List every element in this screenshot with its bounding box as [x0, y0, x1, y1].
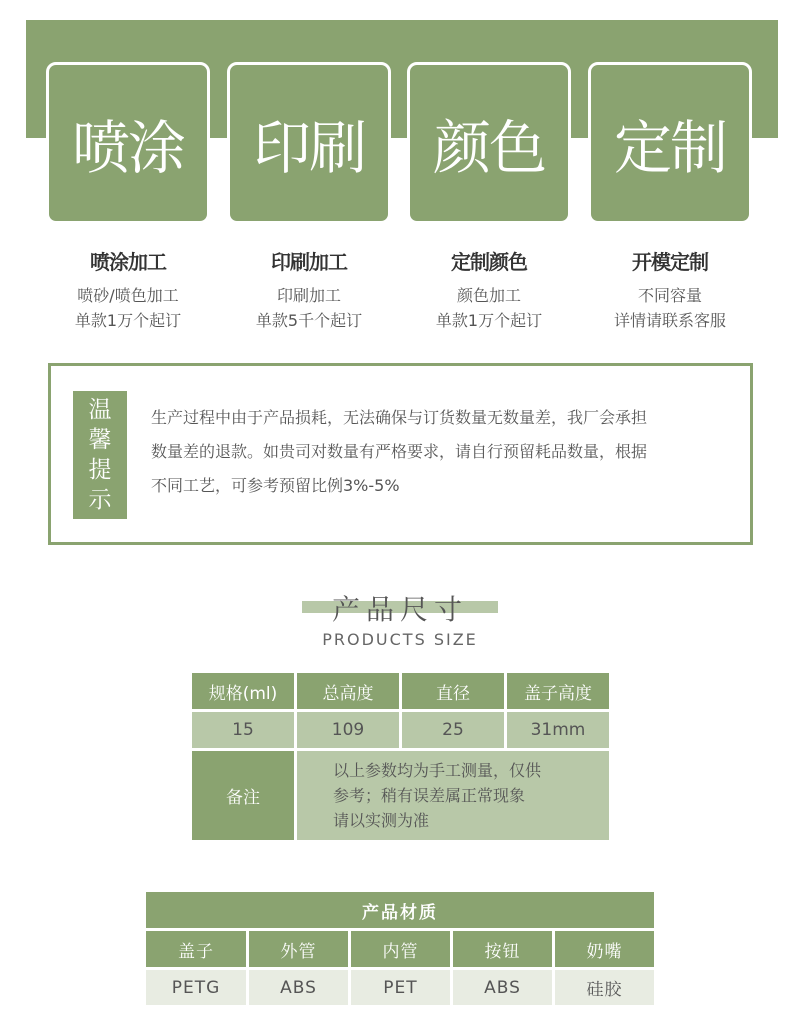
size-header-spec: 规格(ml): [192, 673, 294, 709]
notice-line: 生产过程中由于产品损耗，无法确保与订货数量无数量差，我厂会承担: [151, 408, 648, 427]
material-value-nipple: 硅胶: [555, 970, 654, 1005]
service-title: 喷涂加工: [90, 250, 166, 274]
service-print: [219, 246, 399, 333]
size-note-line: 请以实测为准: [333, 811, 430, 830]
size-value-height: 109: [297, 712, 399, 748]
service-line: 单款5千个起订: [255, 311, 363, 330]
material-header-nipple: 奶嘴: [555, 931, 654, 967]
notice-tag-char: 提: [88, 457, 112, 483]
tile-custom: 定制: [588, 62, 752, 224]
service-line: 颜色加工: [456, 286, 521, 305]
notice-box: [48, 363, 753, 545]
material-header-inner-tube: 内管: [351, 931, 450, 967]
service-line: 详情请联系客服: [613, 311, 726, 330]
service-title: 定制颜色: [451, 250, 527, 274]
size-header-diameter: 直径: [402, 673, 504, 709]
service-color: [399, 246, 579, 333]
tile-color: 颜色: [407, 62, 571, 224]
service-line: 喷砂/喷色加工: [77, 286, 179, 305]
size-note-line: 以上参数均为手工测量，仅供: [333, 761, 542, 780]
size-value-spec: 15: [192, 712, 294, 748]
notice-line: 数量差的退款。如贵司对数量有严格要求，请自行预留耗品数量，根据: [151, 442, 648, 461]
size-value-cap-height: 31mm: [507, 712, 609, 748]
material-value-inner-tube: PET: [351, 970, 450, 1005]
size-note-line: 参考；稍有误差属正常现象: [333, 786, 526, 805]
material-header-cap: 盖子: [146, 931, 246, 967]
size-header-cap-height: 盖子高度: [507, 673, 609, 709]
service-line: 印刷加工: [276, 286, 341, 305]
notice-text: [151, 401, 736, 503]
material-value-outer-tube: ABS: [249, 970, 348, 1005]
material-header-outer-tube: 外管: [249, 931, 348, 967]
service-line: 单款1万个起订: [435, 311, 543, 330]
service-line: 单款1万个起订: [74, 311, 182, 330]
service-spray: [38, 246, 218, 333]
material-value-cap: PETG: [146, 970, 246, 1005]
service-title: 开模定制: [632, 250, 708, 274]
service-custom: [580, 246, 760, 333]
material-header-button: 按钮: [453, 931, 552, 967]
service-line: 不同容量: [637, 286, 702, 305]
notice-line: 不同工艺，可参考预留比例3%-5%: [151, 476, 400, 495]
tile-spray: 喷涂: [46, 62, 210, 224]
notice-tag-char: 示: [88, 487, 112, 513]
section-subtitle: PRODUCTS SIZE: [322, 630, 478, 649]
material-value-button: ABS: [453, 970, 552, 1005]
material-table-title: 产品材质: [146, 892, 654, 928]
size-value-diameter: 25: [402, 712, 504, 748]
size-header-height: 总高度: [297, 673, 399, 709]
notice-tag-char: 温: [88, 397, 112, 423]
tile-print: 印刷: [227, 62, 391, 224]
size-note-label: 备注: [192, 751, 294, 840]
notice-tag-char: 馨: [88, 427, 112, 453]
notice-tag: [73, 391, 127, 519]
size-note: [297, 751, 609, 840]
service-title: 印刷加工: [271, 250, 347, 274]
section-title: 产品尺寸: [331, 593, 468, 626]
